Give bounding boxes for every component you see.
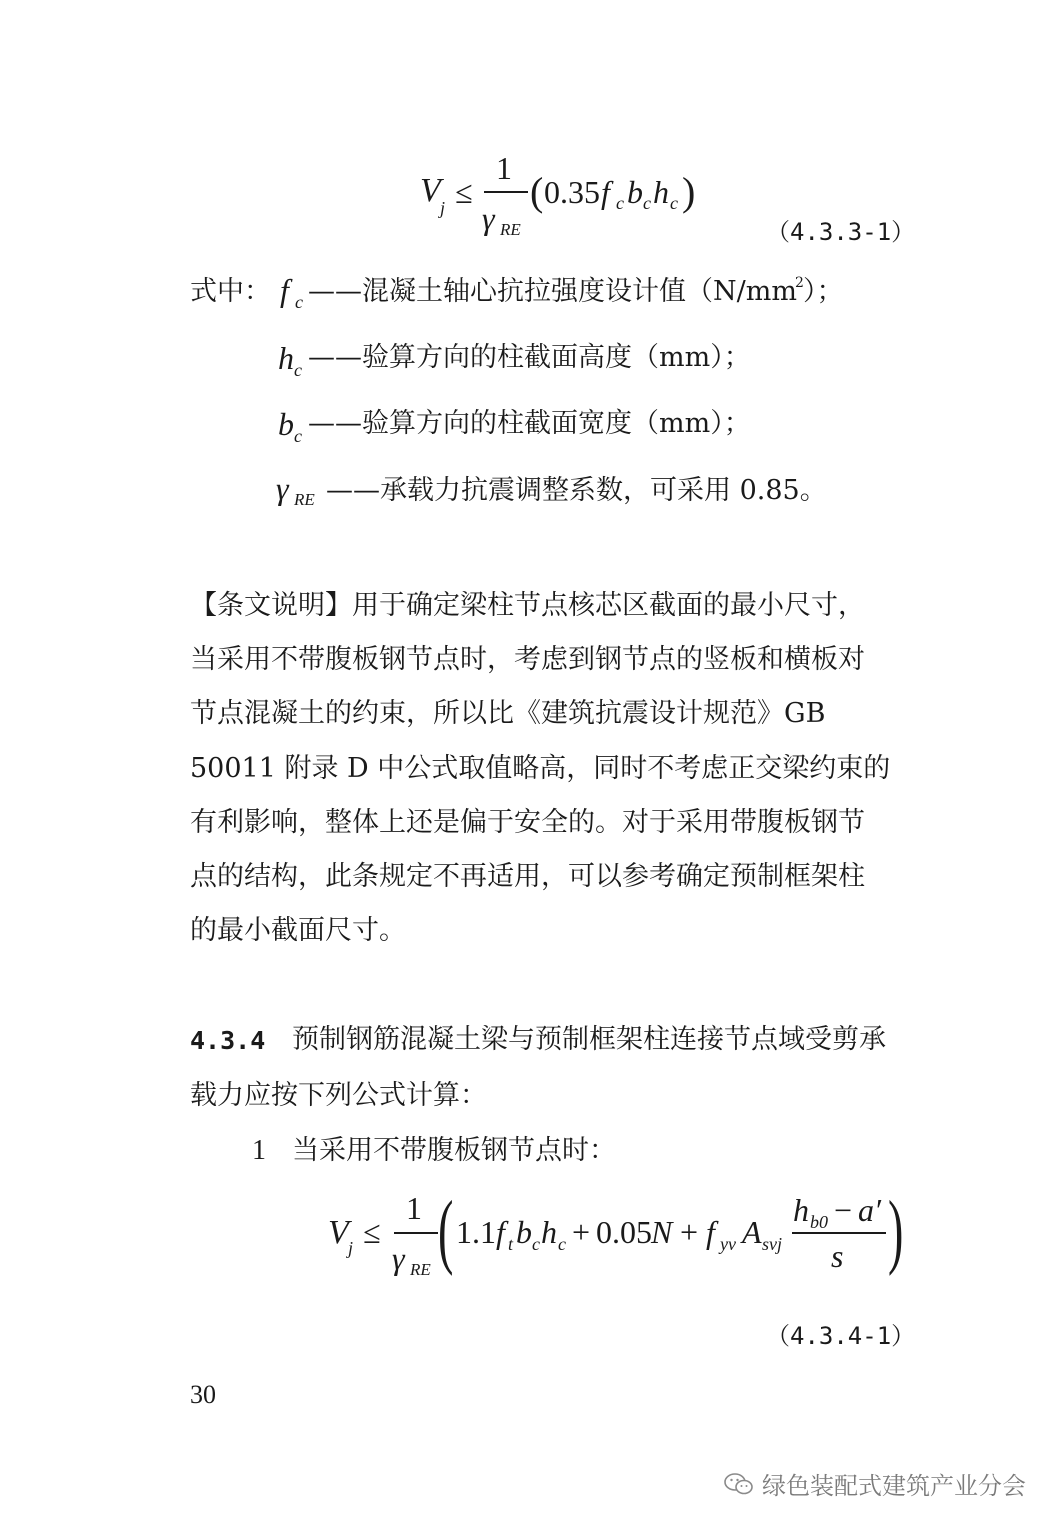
formula2-number: （4.3.4-1） bbox=[766, 1322, 916, 1350]
formula1-paren-left: ( bbox=[530, 169, 544, 214]
def4-sym: γ bbox=[276, 470, 289, 506]
commentary-line-7: 的最小截面尺寸。 bbox=[190, 915, 406, 946]
formula2-inner-fraction-bar bbox=[792, 1232, 886, 1234]
def4-text: ——承载力抗震调整系数，可采用 0.85。 bbox=[326, 475, 827, 506]
commentary-line-5: 有利影响，整体上还是偏于安全的。对于采用带腹板钢节 bbox=[190, 807, 865, 838]
def3-sub: c bbox=[294, 426, 302, 446]
def1-sup: 2 bbox=[795, 275, 804, 291]
formula2-ft: f bbox=[496, 1214, 505, 1250]
formula1-den-sub: RE bbox=[500, 220, 521, 239]
formula1-b: b bbox=[627, 174, 643, 210]
formula1-num: 1 bbox=[496, 150, 512, 186]
formula2-fyv-sub: yv bbox=[720, 1234, 736, 1254]
formula1-lhs: V bbox=[420, 172, 441, 209]
commentary-line-6: 点的结构，此条规定不再适用，可以参考确定预制框架柱 bbox=[190, 861, 865, 892]
formula2-bc: b bbox=[516, 1214, 532, 1250]
page-number: 30 bbox=[190, 1380, 216, 1409]
formula2-ft-sub: t bbox=[508, 1234, 514, 1254]
def2-text: ——验算方向的柱截面高度（mm）； bbox=[308, 342, 751, 373]
clause-item-number: 1 bbox=[252, 1135, 266, 1166]
def1-tail: ）； bbox=[803, 276, 844, 307]
clause-number: 4.3.4 bbox=[190, 1026, 266, 1055]
formula2-fraction-bar bbox=[394, 1232, 438, 1234]
formula2-hc-sub: c bbox=[558, 1234, 566, 1254]
watermark bbox=[724, 1466, 1026, 1501]
def1-sub: c bbox=[295, 292, 303, 312]
formula2-frac-num-a: a′ bbox=[858, 1192, 881, 1228]
formula2-lhs: V bbox=[328, 1214, 349, 1251]
formula1-den: γ bbox=[482, 200, 495, 236]
formula2-paren-right: ) bbox=[888, 1184, 904, 1277]
formula2-Asvj-sub: svj bbox=[762, 1234, 782, 1254]
def3-sym: b bbox=[278, 406, 294, 442]
formula2-frac-num-h-sub: b0 bbox=[810, 1212, 828, 1232]
formula1-h-sub: c bbox=[670, 193, 678, 213]
def2-sub: c bbox=[294, 360, 302, 380]
formula1-f-sub: c bbox=[616, 193, 624, 213]
formula2-paren-left: ( bbox=[438, 1184, 454, 1277]
formula2-hc: h bbox=[541, 1214, 557, 1250]
formula2-fyv: f bbox=[706, 1214, 715, 1250]
formula2-N: N bbox=[651, 1214, 673, 1250]
formula2-plus-1: + bbox=[572, 1214, 591, 1250]
formula2-plus-2: + bbox=[680, 1214, 699, 1250]
clause-line-1: 预制钢筋混凝土梁与预制框架柱连接节点域受剪承 bbox=[292, 1024, 886, 1055]
formula1-h: h bbox=[653, 174, 669, 210]
formula1-b-sub: c bbox=[643, 193, 651, 213]
commentary-line-4: 50011 附录 D 中公式取值略高，同时不考虑正交梁约束的 bbox=[190, 753, 891, 784]
formula2-frac-den: s bbox=[831, 1238, 844, 1274]
formula2-frac-num-h: h bbox=[793, 1192, 809, 1228]
formula2-bc-sub: c bbox=[532, 1234, 540, 1254]
formula1-f: f bbox=[601, 174, 610, 210]
def4-sub: RE bbox=[294, 490, 315, 509]
clause-item-text: 当采用不带腹板钢节点时： bbox=[292, 1135, 616, 1166]
formula1-lhs-sub: j bbox=[440, 198, 446, 218]
formula2-term1: 1.1 bbox=[456, 1214, 496, 1250]
clause-line-2: 载力应按下列公式计算： bbox=[190, 1080, 487, 1111]
formula1-fraction-bar bbox=[484, 191, 528, 193]
formula2-frac-num-minus: − bbox=[834, 1192, 853, 1228]
formula1-coef: 0.35 bbox=[544, 174, 600, 210]
formula1-le: ≤ bbox=[455, 174, 473, 210]
def1-text: ——混凝土轴心抗拉强度设计值（N/mm bbox=[308, 276, 797, 307]
def3-text: ——验算方向的柱截面宽度（mm）； bbox=[308, 408, 751, 439]
formula2-num: 1 bbox=[406, 1190, 422, 1226]
commentary-line-2: 当采用不带腹板钢节点时，考虑到钢节点的竖板和横板对 bbox=[190, 644, 865, 675]
watermark-text: 绿色装配式建筑产业分会 bbox=[762, 1472, 1026, 1500]
commentary-line-1: 【条文说明】用于确定梁柱节点核芯区截面的最小尺寸， bbox=[190, 590, 865, 621]
commentary-line-3: 节点混凝土的约束，所以比《建筑抗震设计规范》GB bbox=[190, 698, 826, 729]
formula2-term2: 0.05 bbox=[596, 1214, 652, 1250]
formula2-den: γ bbox=[392, 1240, 405, 1276]
wechat-icon bbox=[724, 1472, 754, 1496]
def2-sym: h bbox=[278, 340, 294, 376]
formula1-paren-right: ) bbox=[682, 169, 696, 214]
formula2-den-sub: RE bbox=[410, 1260, 431, 1279]
definitions-intro: 式中： bbox=[190, 276, 271, 307]
formula1-number: （4.3.3-1） bbox=[766, 218, 916, 246]
def1-sym: f bbox=[280, 272, 289, 308]
formula2-le: ≤ bbox=[363, 1214, 381, 1250]
formula2-Asvj: A bbox=[742, 1214, 762, 1250]
formula2-lhs-sub: j bbox=[348, 1238, 354, 1258]
